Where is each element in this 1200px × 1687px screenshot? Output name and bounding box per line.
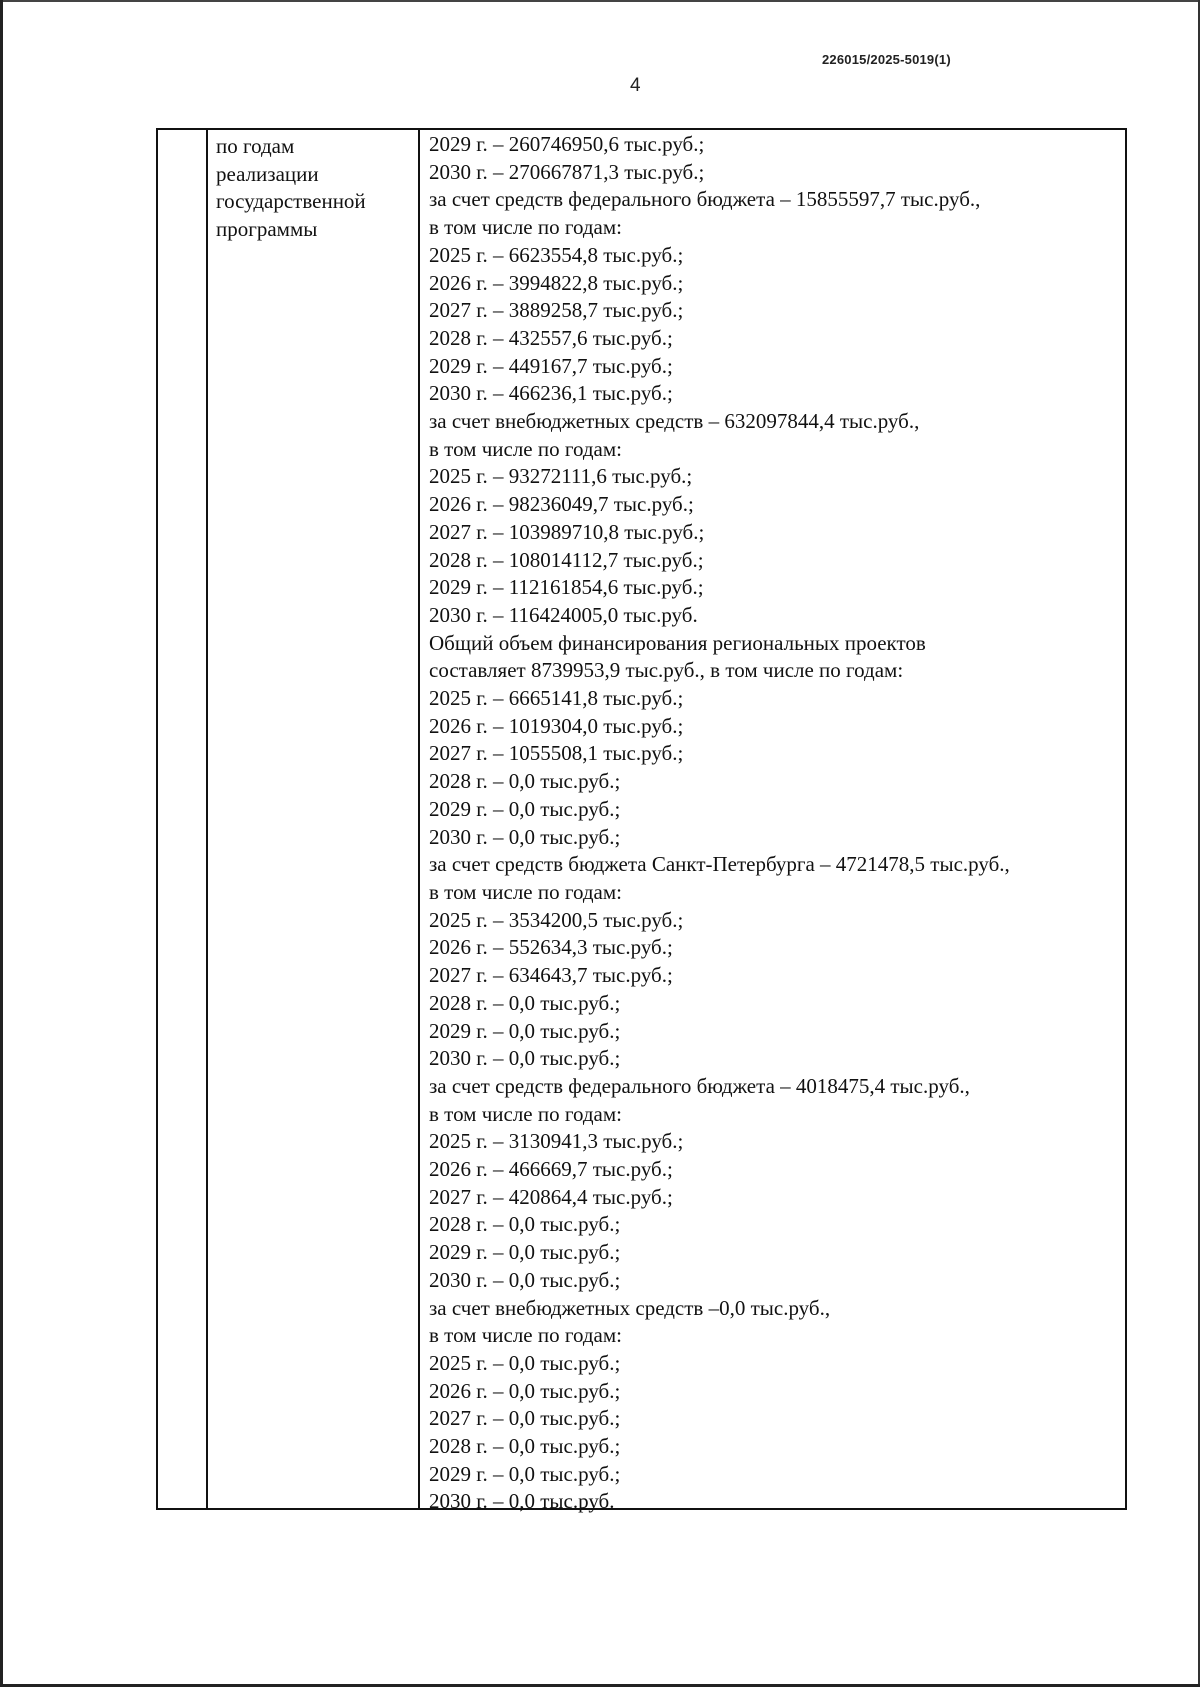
label-line: реализации xyxy=(216,161,319,186)
content-line: за счет внебюджетных средств –0,0 тыс.руб., xyxy=(429,1295,831,1320)
row-content-cell xyxy=(429,131,1119,1516)
page-border-left xyxy=(0,0,3,1687)
page-border-top xyxy=(0,0,1200,2)
content-line: 2030 г. – 0,0 тыс.руб.; xyxy=(429,824,621,849)
content-line: за счет внебюджетных средств – 632097844,4 тыс.руб., xyxy=(429,409,920,434)
content-line: 2029 г. – 0,0 тыс.руб.; xyxy=(429,1240,621,1265)
content-line: 2030 г. – 0,0 тыс.руб.; xyxy=(429,1267,621,1292)
content-line: 2027 г. – 0,0 тыс.руб.; xyxy=(429,1406,621,1431)
content-line: 2028 г. – 0,0 тыс.руб.; xyxy=(429,1212,621,1237)
content-line: 2027 г. – 1055508,1 тыс.руб.; xyxy=(429,741,684,766)
content-line: 2026 г. – 552634,3 тыс.руб.; xyxy=(429,935,673,960)
content-line: 2025 г. – 6623554,8 тыс.руб.; xyxy=(429,242,684,267)
financing-table xyxy=(156,128,1127,1514)
content-line: 2030 г. – 0,0 тыс.руб.; xyxy=(429,1046,621,1071)
content-line: 2025 г. – 3534200,5 тыс.руб.; xyxy=(429,907,684,932)
column-divider-2 xyxy=(418,130,420,1508)
label-line: по годам xyxy=(216,134,295,158)
content-line: 2027 г. – 3889258,7 тыс.руб.; xyxy=(429,298,684,323)
content-line: за счет средств федерального бюджета – 15855597,7 тыс.руб., xyxy=(429,187,981,212)
content-line: 2026 г. – 1019304,0 тыс.руб.; xyxy=(429,713,684,738)
content-line: 2027 г. – 103989710,8 тыс.руб.; xyxy=(429,519,705,544)
content-line: 2028 г. – 0,0 тыс.руб.; xyxy=(429,1434,621,1459)
content-line: в том числе по годам: xyxy=(429,1323,622,1348)
content-line: 2028 г. – 108014112,7 тыс.руб.; xyxy=(429,547,704,572)
content-line: 2029 г. – 0,0 тыс.руб.; xyxy=(429,1461,621,1486)
content-line: 2027 г. – 420864,4 тыс.руб.; xyxy=(429,1184,673,1209)
content-line: в том числе по годам: xyxy=(429,436,622,461)
content-line: в том числе по годам: xyxy=(429,215,622,240)
content-line: за счет средств бюджета Санкт-Петербурга – 4721478,5 тыс.руб., xyxy=(429,852,1010,877)
content-line: 2027 г. – 634643,7 тыс.руб.; xyxy=(429,963,673,988)
content-line: 2028 г. – 0,0 тыс.руб.; xyxy=(429,990,621,1015)
content-line: 2029 г. – 0,0 тыс.руб.; xyxy=(429,1018,621,1043)
content-line: в том числе по годам: xyxy=(429,1101,622,1126)
content-line: 2026 г. – 3994822,8 тыс.руб.; xyxy=(429,270,684,295)
content-line: 2029 г. – 449167,7 тыс.руб.; xyxy=(429,353,673,378)
label-line: программы xyxy=(216,217,318,242)
content-line: Общий объем финансирования региональных проектов xyxy=(429,630,926,655)
row-label-cell xyxy=(216,133,414,244)
registration-number: 226015/2025-5019(1) xyxy=(822,52,951,67)
content-line: 2026 г. – 0,0 тыс.руб.; xyxy=(429,1378,621,1403)
content-line: 2029 г. – 0,0 тыс.руб.; xyxy=(429,796,621,821)
content-line: 2030 г. – 270667871,3 тыс.руб.; xyxy=(429,159,705,184)
label-line: государственной xyxy=(216,189,366,214)
content-line: 2026 г. – 466669,7 тыс.руб.; xyxy=(429,1157,673,1182)
content-line: 2028 г. – 0,0 тыс.руб.; xyxy=(429,769,621,794)
column-divider-1 xyxy=(206,130,208,1508)
content-line: в том числе по годам: xyxy=(429,879,622,904)
content-line: 2030 г. – 466236,1 тыс.руб.; xyxy=(429,381,673,406)
page-number: 4 xyxy=(630,75,641,96)
content-line: 2025 г. – 3130941,3 тыс.руб.; xyxy=(429,1129,684,1154)
content-line: 2030 г. – 0,0 тыс.руб. xyxy=(429,1489,615,1514)
content-line: составляет 8739953,9 тыс.руб., в том числе по годам: xyxy=(429,658,904,683)
content-line: 2026 г. – 98236049,7 тыс.руб.; xyxy=(429,492,694,517)
content-line: 2025 г. – 0,0 тыс.руб.; xyxy=(429,1350,621,1375)
content-line: за счет средств федерального бюджета – 4018475,4 тыс.руб., xyxy=(429,1073,970,1098)
content-line: 2029 г. – 112161854,6 тыс.руб.; xyxy=(429,575,704,600)
content-line: 2030 г. – 116424005,0 тыс.руб. xyxy=(429,602,698,627)
content-line: 2029 г. – 260746950,6 тыс.руб.; xyxy=(429,132,705,156)
content-line: 2025 г. – 93272111,6 тыс.руб.; xyxy=(429,464,693,489)
content-line: 2025 г. – 6665141,8 тыс.руб.; xyxy=(429,686,684,711)
content-line: 2028 г. – 432557,6 тыс.руб.; xyxy=(429,325,673,350)
